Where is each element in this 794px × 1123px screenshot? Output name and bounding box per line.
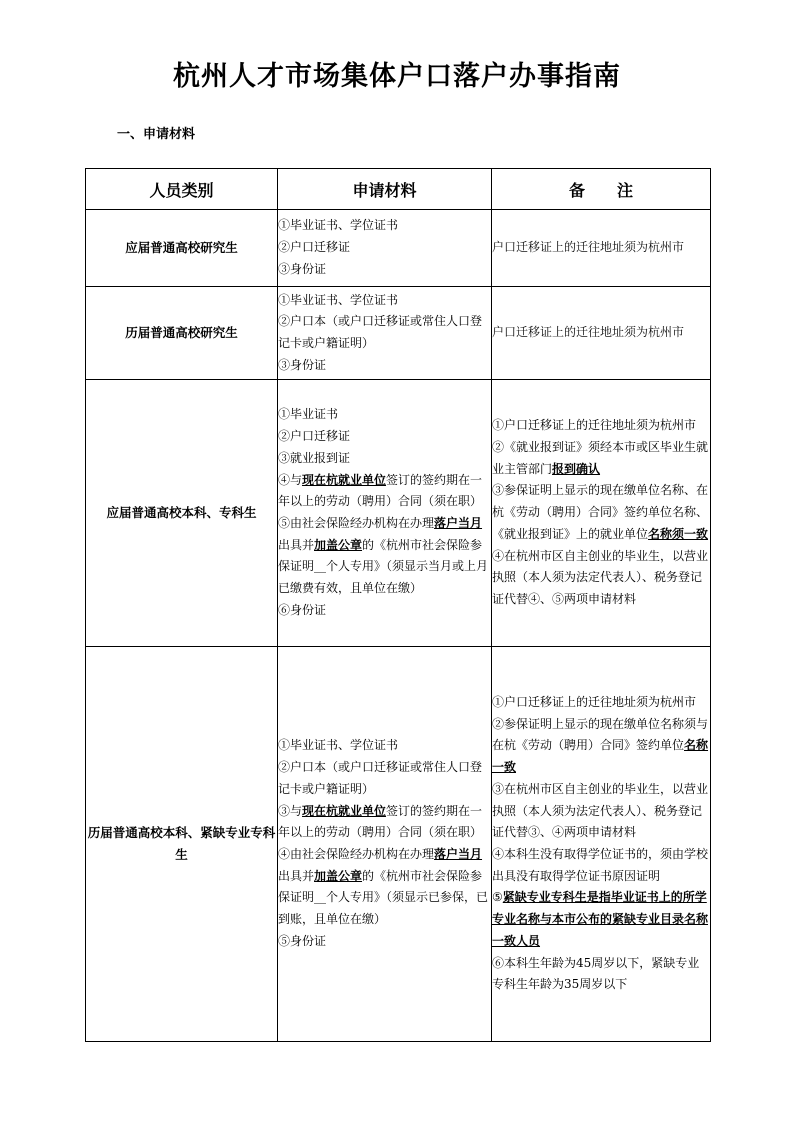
emphasis-text: 加盖公章 bbox=[314, 537, 363, 552]
text-segment: 的《杭州市社会保险参保证明__个人专用》（须显示已参保，已到账，且单位在缴） bbox=[278, 868, 489, 927]
text-segment: ②《就业报到证》须经本市或区毕业生就业主管部门 bbox=[492, 440, 709, 476]
text-segment: ④与 bbox=[278, 472, 303, 487]
header-category: 人员类别 bbox=[86, 169, 278, 210]
row-notes bbox=[492, 647, 711, 1042]
material-item bbox=[278, 801, 491, 844]
text-segment: ②参保证明上显示的现在缴单位名称须与在杭《劳动（聘用）合同》签约单位 bbox=[492, 716, 709, 753]
section-heading: 一、申请材料 bbox=[117, 127, 196, 142]
emphasis-text: 名称一致 bbox=[492, 738, 709, 775]
text-segment: 出具并 bbox=[278, 537, 315, 552]
note-item: ⑥本科生年龄为45周岁以下，紧缺专业专科生年龄为35周岁以下 bbox=[492, 955, 700, 992]
emphasis-text: 落户当月 bbox=[434, 516, 483, 530]
material-item: ①毕业证书、学位证书 bbox=[278, 218, 399, 233]
material-item: ②户口本（或户口迁移证或常住人口登记卡或户籍证明） bbox=[278, 314, 483, 350]
text-segment: ⑤ bbox=[492, 890, 503, 905]
emphasis-text: 报到确认 bbox=[552, 461, 601, 476]
material-item: ③就业报到证 bbox=[278, 450, 351, 465]
row-materials bbox=[278, 287, 492, 380]
table-header-row bbox=[86, 169, 711, 210]
emphasis-text: 紧缺专业专科生是指毕业证书上的所学专业名称与本市公布的紧缺专业目录名称一致人员 bbox=[492, 890, 709, 948]
text-segment: 签订的签约期在一年以上的劳动（聘用）合同（须在职） bbox=[278, 803, 483, 840]
material-item: ⑥身份证 bbox=[278, 602, 327, 617]
material-item: ①毕业证书、学位证书 bbox=[278, 292, 399, 307]
table-row bbox=[86, 647, 711, 1042]
note-item: 户口迁移证上的迁往地址须为杭州市 bbox=[492, 240, 685, 255]
text-segment: 签订的签约期在一年以上的劳动（聘用）合同（须在职） bbox=[278, 472, 483, 509]
table-row bbox=[86, 210, 711, 287]
header-materials: 申请材料 bbox=[278, 169, 492, 210]
row-category: 应届普通高校本科、专科生 bbox=[86, 380, 278, 647]
row-category: 历届普通高校研究生 bbox=[86, 287, 278, 380]
note-item: ①户口迁移证上的迁往地址须为杭州市 bbox=[492, 418, 697, 433]
row-category: 历届普通高校本科、紧缺专业专科生 bbox=[86, 647, 278, 1042]
material-item bbox=[278, 513, 491, 600]
note-item bbox=[492, 480, 710, 545]
note-item: ①户口迁移证上的迁往地址须为杭州市 bbox=[492, 695, 697, 710]
table-row bbox=[86, 380, 711, 647]
emphasis-text: 名称须一致 bbox=[648, 526, 709, 541]
text-segment: 的《杭州市社会保险参保证明__个人专用》（须显示当月或上月已缴费有效，且单位在缴） bbox=[278, 537, 489, 596]
row-notes bbox=[492, 380, 711, 647]
note-item: ④本科生没有取得学位证书的，须由学校出具没有取得学位证书原因证明 bbox=[492, 847, 709, 883]
material-item: ②户口本（或户口迁移证或常住人口登记卡或户籍证明） bbox=[278, 760, 483, 796]
text-segment: ③与 bbox=[278, 803, 303, 818]
row-materials bbox=[278, 647, 492, 1042]
note-item: ③在杭州市区自主创业的毕业生，以营业执照（本人须为法定代表人）、税务登记证代替③、④两项申请材料 bbox=[492, 781, 709, 840]
emphasis-text: 现在杭就业单位 bbox=[302, 472, 387, 487]
emphasis-text: 加盖公章 bbox=[314, 868, 363, 883]
text-segment: 出具并 bbox=[278, 868, 315, 883]
row-materials bbox=[278, 210, 492, 287]
note-item: ④在杭州市区自主创业的毕业生，以营业执照（本人须为法定代表人）、税务登记证代替④、⑤两项申请材料 bbox=[492, 548, 709, 606]
page-title: 杭州人才市场集体户口落户办事指南 bbox=[173, 61, 621, 92]
note-item bbox=[492, 714, 710, 779]
material-item: ③身份证 bbox=[278, 357, 327, 372]
text-segment: ④由社会保险经办机构在办理 bbox=[278, 847, 435, 861]
requirements-table bbox=[85, 168, 711, 1042]
emphasis-text: 现在杭就业单位 bbox=[302, 803, 387, 818]
material-item: ②户口迁移证 bbox=[278, 429, 351, 444]
material-item: ①毕业证书、学位证书 bbox=[278, 738, 399, 753]
text-segment: ⑤由社会保险经办机构在办理 bbox=[278, 516, 435, 530]
text-segment: ③参保证明上显示的现在缴单位名称、在杭《劳动（聘用）合同》签约单位名称、《就业报到证》上的就业单位 bbox=[492, 483, 709, 541]
note-item: 户口迁移证上的迁往地址须为杭州市 bbox=[492, 325, 685, 340]
table-row bbox=[86, 287, 711, 380]
material-item bbox=[278, 470, 491, 513]
row-category: 应届普通高校研究生 bbox=[86, 210, 278, 287]
material-item: ⑤身份证 bbox=[278, 933, 327, 948]
note-item bbox=[492, 437, 710, 480]
material-item: ③身份证 bbox=[278, 261, 327, 276]
row-notes bbox=[492, 287, 711, 380]
material-item: ②户口迁移证 bbox=[278, 240, 351, 255]
material-item: ①毕业证书 bbox=[278, 407, 339, 422]
row-notes bbox=[492, 210, 711, 287]
material-item bbox=[278, 844, 491, 931]
note-item bbox=[492, 887, 710, 952]
header-notes: 备 注 bbox=[492, 169, 711, 210]
emphasis-text: 落户当月 bbox=[434, 847, 483, 861]
row-materials bbox=[278, 380, 492, 647]
